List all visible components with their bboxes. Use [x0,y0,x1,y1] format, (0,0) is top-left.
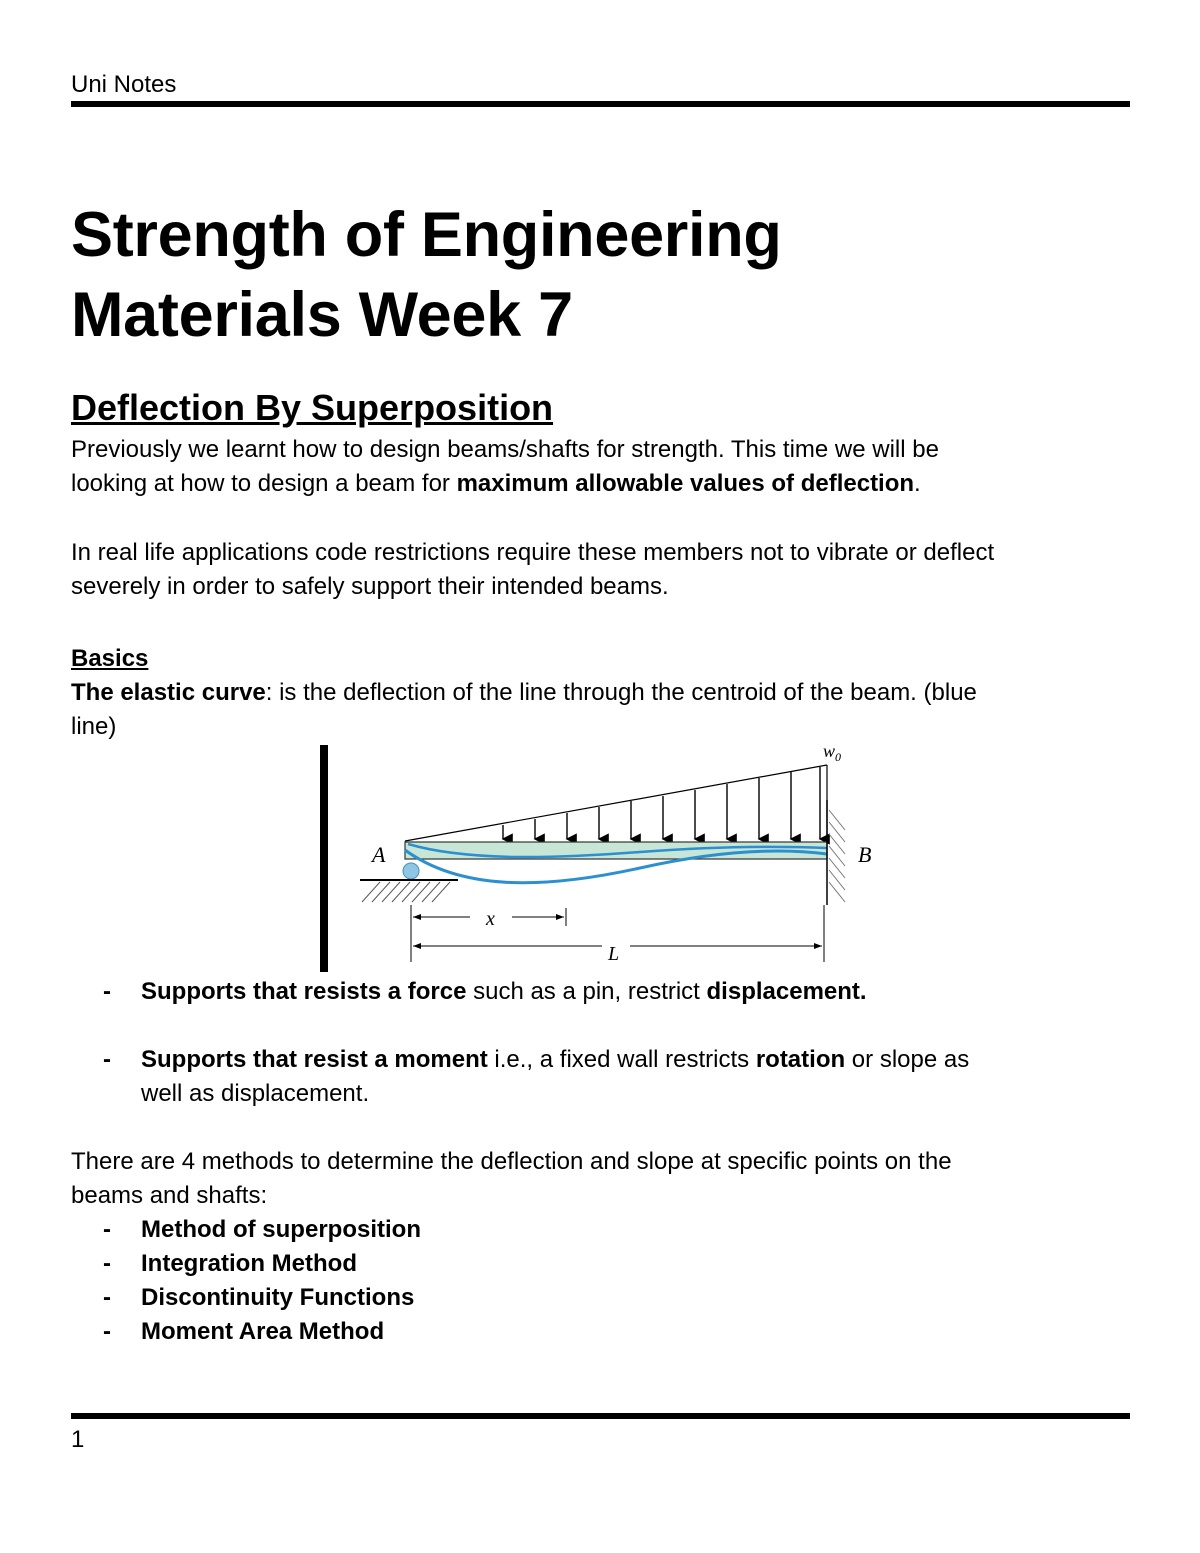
page-title [71,195,782,355]
method-dash: - [103,1216,111,1243]
intro-p1-bold: maximum allowable values of deflection [456,470,915,497]
header-rule [71,101,1130,107]
load-arrows [503,767,820,839]
methods-intro-line-2: beams and shafts: [71,1182,268,1209]
support-2-bold-2: rotation [755,1046,846,1073]
elastic-curve-definition [71,676,1141,744]
elastic-def-line-1 [71,676,1141,710]
label-x: x [486,908,495,930]
methods-intro [71,1145,1141,1213]
intro-p2-line-1: In real life applications code restrictions require these members not to vibrate or deflect [71,539,995,566]
header-label: Uni Notes [71,71,177,98]
support-bullet-2 [141,1043,1131,1111]
beam-figure [340,740,880,970]
methods-intro-line-1: There are 4 methods to determine the deflection and slope at specific points on the [71,1148,952,1175]
page-title-line-2: Materials Week 7 [71,280,573,350]
support-1-bold: Supports that resists a force [141,978,467,1005]
basics-heading: Basics [71,645,149,672]
elastic-term: The elastic curve [71,679,266,706]
method-dash: - [103,1250,111,1277]
support-bullet-1 [141,975,1131,1009]
intro-paragraph-1 [71,433,1141,501]
support-1-text: such as a pin, restrict [466,978,707,1005]
ground-hatching [362,882,450,902]
label-l: L [608,943,620,965]
intro-p1-line-1: Previously we learnt how to design beams/shafts for strength. This time we will be [71,436,939,463]
support-bullet-1-dash: - [103,978,111,1005]
elastic-def-line-2: line) [71,713,117,740]
method-dash: - [103,1284,111,1311]
dim-x-arrow-right [556,914,564,920]
section-heading: Deflection By Superposition [71,387,554,428]
footer-rule [71,1413,1130,1419]
support-2-line-2: well as displacement. [141,1080,370,1107]
method-dash: - [103,1318,111,1345]
label-a: A [372,842,386,867]
support-2-text: i.e., a fixed wall restricts [487,1046,756,1073]
elastic-def-text: : is the deflection of the line through the centroid of the beam. (blue [265,679,977,706]
intro-paragraph-2 [71,536,1141,604]
support-1-bold-2: displacement. [706,978,867,1005]
page-number: 1 [71,1426,85,1453]
label-b: B [858,842,872,867]
intro-p2-line-2: severely in order to safely support their intended beams. [71,573,669,600]
method-item: Method of superposition [141,1216,421,1243]
method-item: Moment Area Method [141,1318,385,1345]
method-item: Discontinuity Functions [141,1284,415,1311]
intro-p1-line-2 [71,467,1141,501]
page-title-line-1: Strength of Engineering [71,200,782,270]
support-2-bold: Supports that resist a moment [141,1046,488,1073]
load-envelope-line [405,765,827,841]
support-2-end: or slope as [845,1046,970,1073]
dim-x-arrow-left [413,914,421,920]
pin-support [403,863,419,879]
dim-l-arrow-left [413,943,421,949]
method-item: Integration Method [141,1250,357,1277]
figure-margin-bar [320,745,328,972]
wall-hatching [829,810,845,902]
dim-l-arrow-right [814,943,822,949]
intro-p1-end: . [914,470,921,497]
intro-p1-text: looking at how to design a beam for [71,470,457,497]
support-bullet-2-dash: - [103,1046,111,1073]
support-2-line-1 [141,1043,1131,1077]
label-w0: $w_0$ [823,741,842,764]
